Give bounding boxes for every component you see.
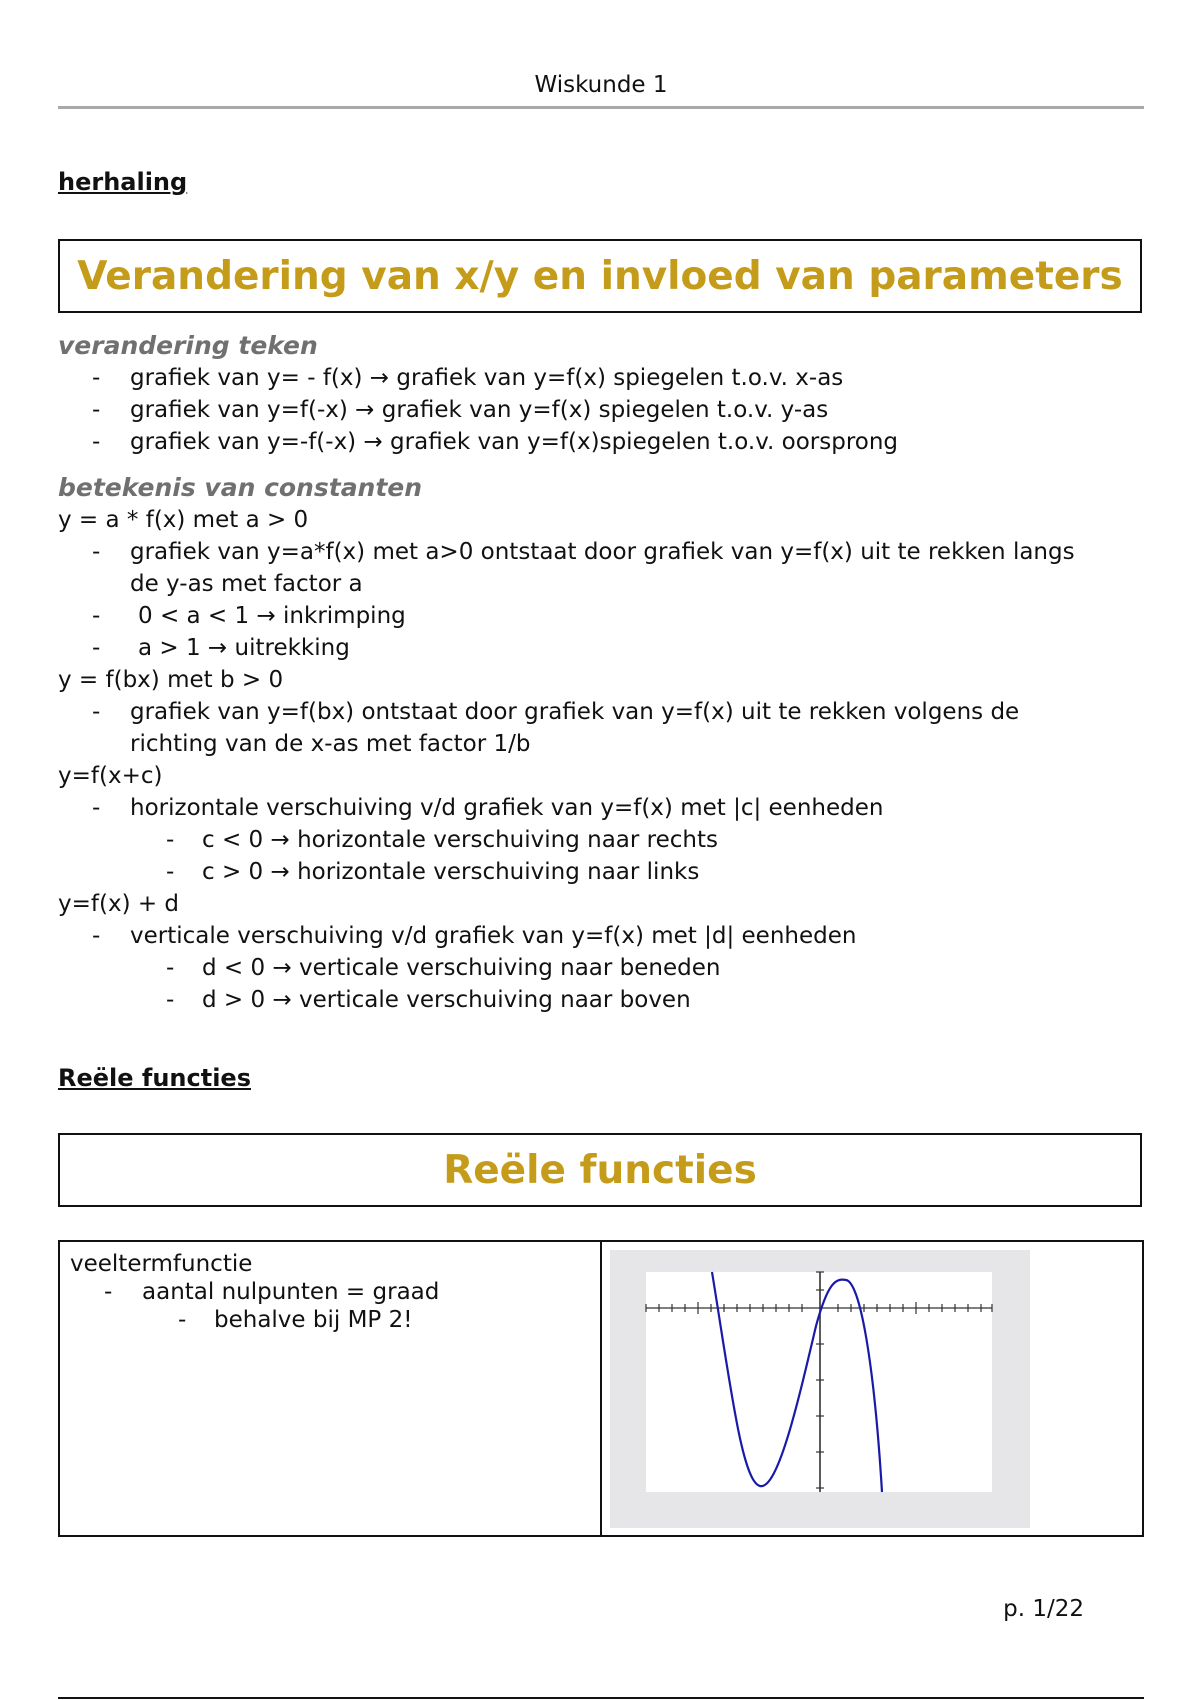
section-label-reele-functies: Reële functies: [58, 1064, 251, 1092]
subhead-constants: betekenis van constanten: [58, 473, 423, 502]
list-item-text: grafiek van y=a*f(x) met a>0 ontstaat door grafiek van y=f(x) uit te rekken langs: [130, 539, 1075, 565]
title-box-parameters: [58, 239, 1142, 313]
polynomial-graph: [602, 1242, 1142, 1535]
bullet-dash: -: [92, 397, 101, 423]
page-number: p. 1/22: [1003, 1596, 1084, 1622]
list-item-text: 0 < a < 1 → inkrimping: [138, 603, 406, 629]
title-box-reele-functies: [58, 1133, 1142, 1207]
list-item-text: d < 0 → verticale verschuiving naar beneden: [202, 955, 721, 981]
list-subitem: [58, 984, 1148, 1016]
bullet-dash: -: [92, 539, 101, 565]
bullet-dash: -: [166, 955, 175, 981]
bullet-dash: -: [166, 987, 175, 1013]
bullet-dash: -: [166, 827, 175, 853]
function-graph-cell: [601, 1241, 1143, 1536]
rule-d: y=f(x) + d: [58, 891, 180, 917]
footer-divider: [58, 1697, 1144, 1699]
list-item: [58, 394, 1148, 426]
function-description-cell: [59, 1241, 601, 1536]
list-item: [58, 362, 1148, 394]
list-item: [58, 426, 1148, 458]
list-item-text: verticale verschuiving v/d grafiek van y=f(x) met |d| eenheden: [130, 923, 857, 949]
list-item-continuation: [58, 568, 1148, 600]
list-item-text: grafiek van y=f(-x) → grafiek van y=f(x) spiegelen t.o.v. y-as: [130, 397, 829, 423]
list-item-text: horizontale verschuiving v/d grafiek van y=f(x) met |c| eenheden: [130, 795, 884, 821]
list-item-text: behalve bij MP 2!: [214, 1307, 413, 1333]
bullet-dash: -: [92, 365, 101, 391]
title-box-reele-functies-text: Reële functies: [443, 1147, 757, 1193]
list-item: [58, 632, 1148, 664]
function-type-title: veeltermfunctie: [70, 1251, 253, 1277]
list-item-text: grafiek van y=-f(-x) → grafiek van y=f(x)spiegelen t.o.v. oorsprong: [130, 429, 899, 455]
list-item-text: grafiek van y=f(bx) ontstaat door grafiek van y=f(x) uit te rekken volgens de: [130, 699, 1020, 725]
list-item-text: de y-as met factor a: [130, 571, 363, 597]
list-item: [58, 792, 1148, 824]
list-item: [58, 600, 1148, 632]
list-subitem: [58, 856, 1148, 888]
list-item-text: c < 0 → horizontale verschuiving naar rechts: [202, 827, 718, 853]
list-item-text: c > 0 → horizontale verschuiving naar links: [202, 859, 700, 885]
title-box-parameters-text: Verandering van x/y en invloed van parameters: [77, 253, 1123, 299]
list-subitem: [70, 1306, 600, 1334]
header-divider: [58, 106, 1144, 109]
bullet-dash: -: [92, 923, 101, 949]
rule-a: y = a * f(x) met a > 0: [58, 507, 309, 533]
bullet-dash: -: [92, 429, 101, 455]
list-item: [58, 536, 1148, 568]
list-item: [58, 696, 1148, 728]
list-item-text: a > 1 → uitrekking: [138, 635, 350, 661]
list-item-text: richting van de x-as met factor 1/b: [130, 731, 531, 757]
list-subitem: [58, 824, 1148, 856]
bullet-dash: -: [92, 603, 101, 629]
bullet-dash: -: [92, 795, 101, 821]
subhead-sign-change: verandering teken: [58, 331, 318, 360]
parameters-content: [58, 330, 1148, 1016]
list-item-text: aantal nulpunten = graad: [142, 1279, 440, 1305]
function-table: [58, 1240, 1144, 1537]
bullet-dash: -: [92, 699, 101, 725]
section-label-herhaling: herhaling: [58, 168, 188, 196]
bullet-dash: -: [166, 859, 175, 885]
list-item-continuation: [58, 728, 1148, 760]
list-subitem: [58, 952, 1148, 984]
list-item: [58, 920, 1148, 952]
bullet-dash: -: [92, 635, 101, 661]
bullet-dash: -: [104, 1279, 113, 1305]
page-header-title: Wiskunde 1: [534, 72, 668, 98]
list-item-text: d > 0 → verticale verschuiving naar boven: [202, 987, 691, 1013]
list-item-text: grafiek van y= - f(x) → grafiek van y=f(x) spiegelen t.o.v. x-as: [130, 365, 844, 391]
list-item: [70, 1278, 600, 1306]
rule-c: y=f(x+c): [58, 763, 163, 789]
bullet-dash: -: [178, 1307, 187, 1333]
rule-b: y = f(bx) met b > 0: [58, 667, 284, 693]
